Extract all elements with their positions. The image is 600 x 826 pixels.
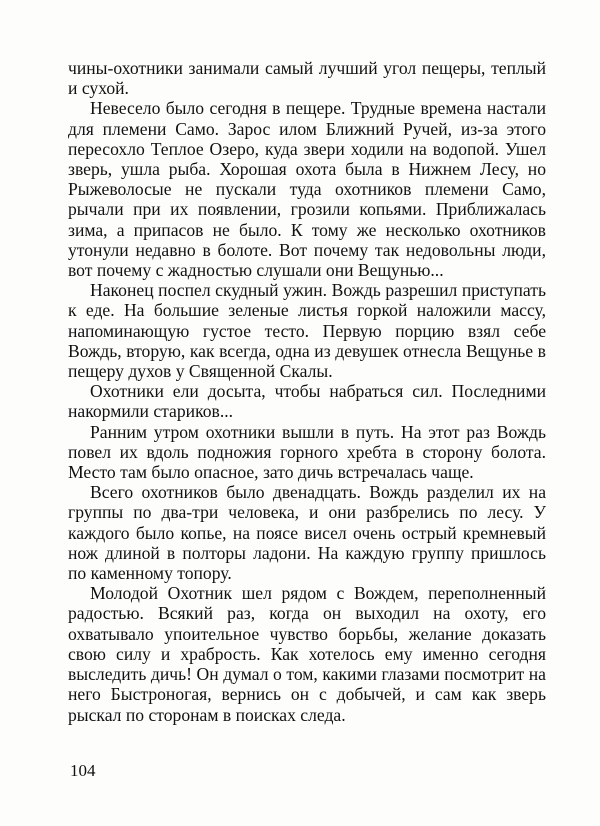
page-text <box>68 58 546 725</box>
paragraph-hunter-groups: Всего охотников было двенадцать. Вождь разделил их на группы по два-три человека, и они разбрелись по лесу. У каждого было копье, на поясе висел очень острый кремневый нож длиной в полторы ладони. На каждую группу пришлось по каменному топору. <box>68 482 546 584</box>
paragraph-continued: чины-охотники занимали самый лучший угол пещеры, теплый и сухой. <box>68 58 546 99</box>
page-number: 104 <box>70 761 96 780</box>
paragraph-morning-hunt: Ранним утром охотники вышли в путь. На этот раз Вождь повел их вдоль подножия горного хребта в сторону болота. Место там было опасное, зато дичь встречалась чаще. <box>68 421 546 483</box>
paragraph-supper: Наконец поспел скудный ужин. Вождь разрешил приступать к еде. На большие зеленые листья горкой наложили массу, напоминающую густое тесто. Первую порцию взял себе Вождь, вторую, как всегда, одна из девушек отнесла Вещунье в пещеру духов у Священной Скалы. <box>68 280 546 382</box>
paragraph-young-hunter: Молодой Охотник шел рядом с Вождем, переполненный радостью. Всякий раз, когда он выходил на охоту, его охватывало упоительное чувство борьбы, желание доказать свою силу и храбрость. Как хотелось ему именно сегодня выследить дичь! Он думал о том, какими глазами посмотрит на него Быстроногая, вернись он с добычей, и сам как зверь рыскал по сторонам в поисках следа. <box>68 583 546 725</box>
paragraph-elders-fed: Охотники ели досыта, чтобы набраться сил. Последними накормили стариков... <box>68 381 546 422</box>
paragraph-cave-hardship: Невесело было сегодня в пещере. Трудные времена настали для племени Само. Зарос илом Ближний Ручей, из-за этого пересохло Теплое Озеро, куда звери ходили на водопой. Ушел зверь, ушла рыба. Хорошая охота была в Нижнем Лесу, но Рыжеволосые не пускали туда охотников племени Само, рычали при их появлении, грозили копьями. Приближалась зима, а припасов не было. К тому же несколько охотников утонули недавно в болоте. Вот почему так недовольны люди, вот почему с жадностью слушали они Вещунью... <box>68 98 546 281</box>
